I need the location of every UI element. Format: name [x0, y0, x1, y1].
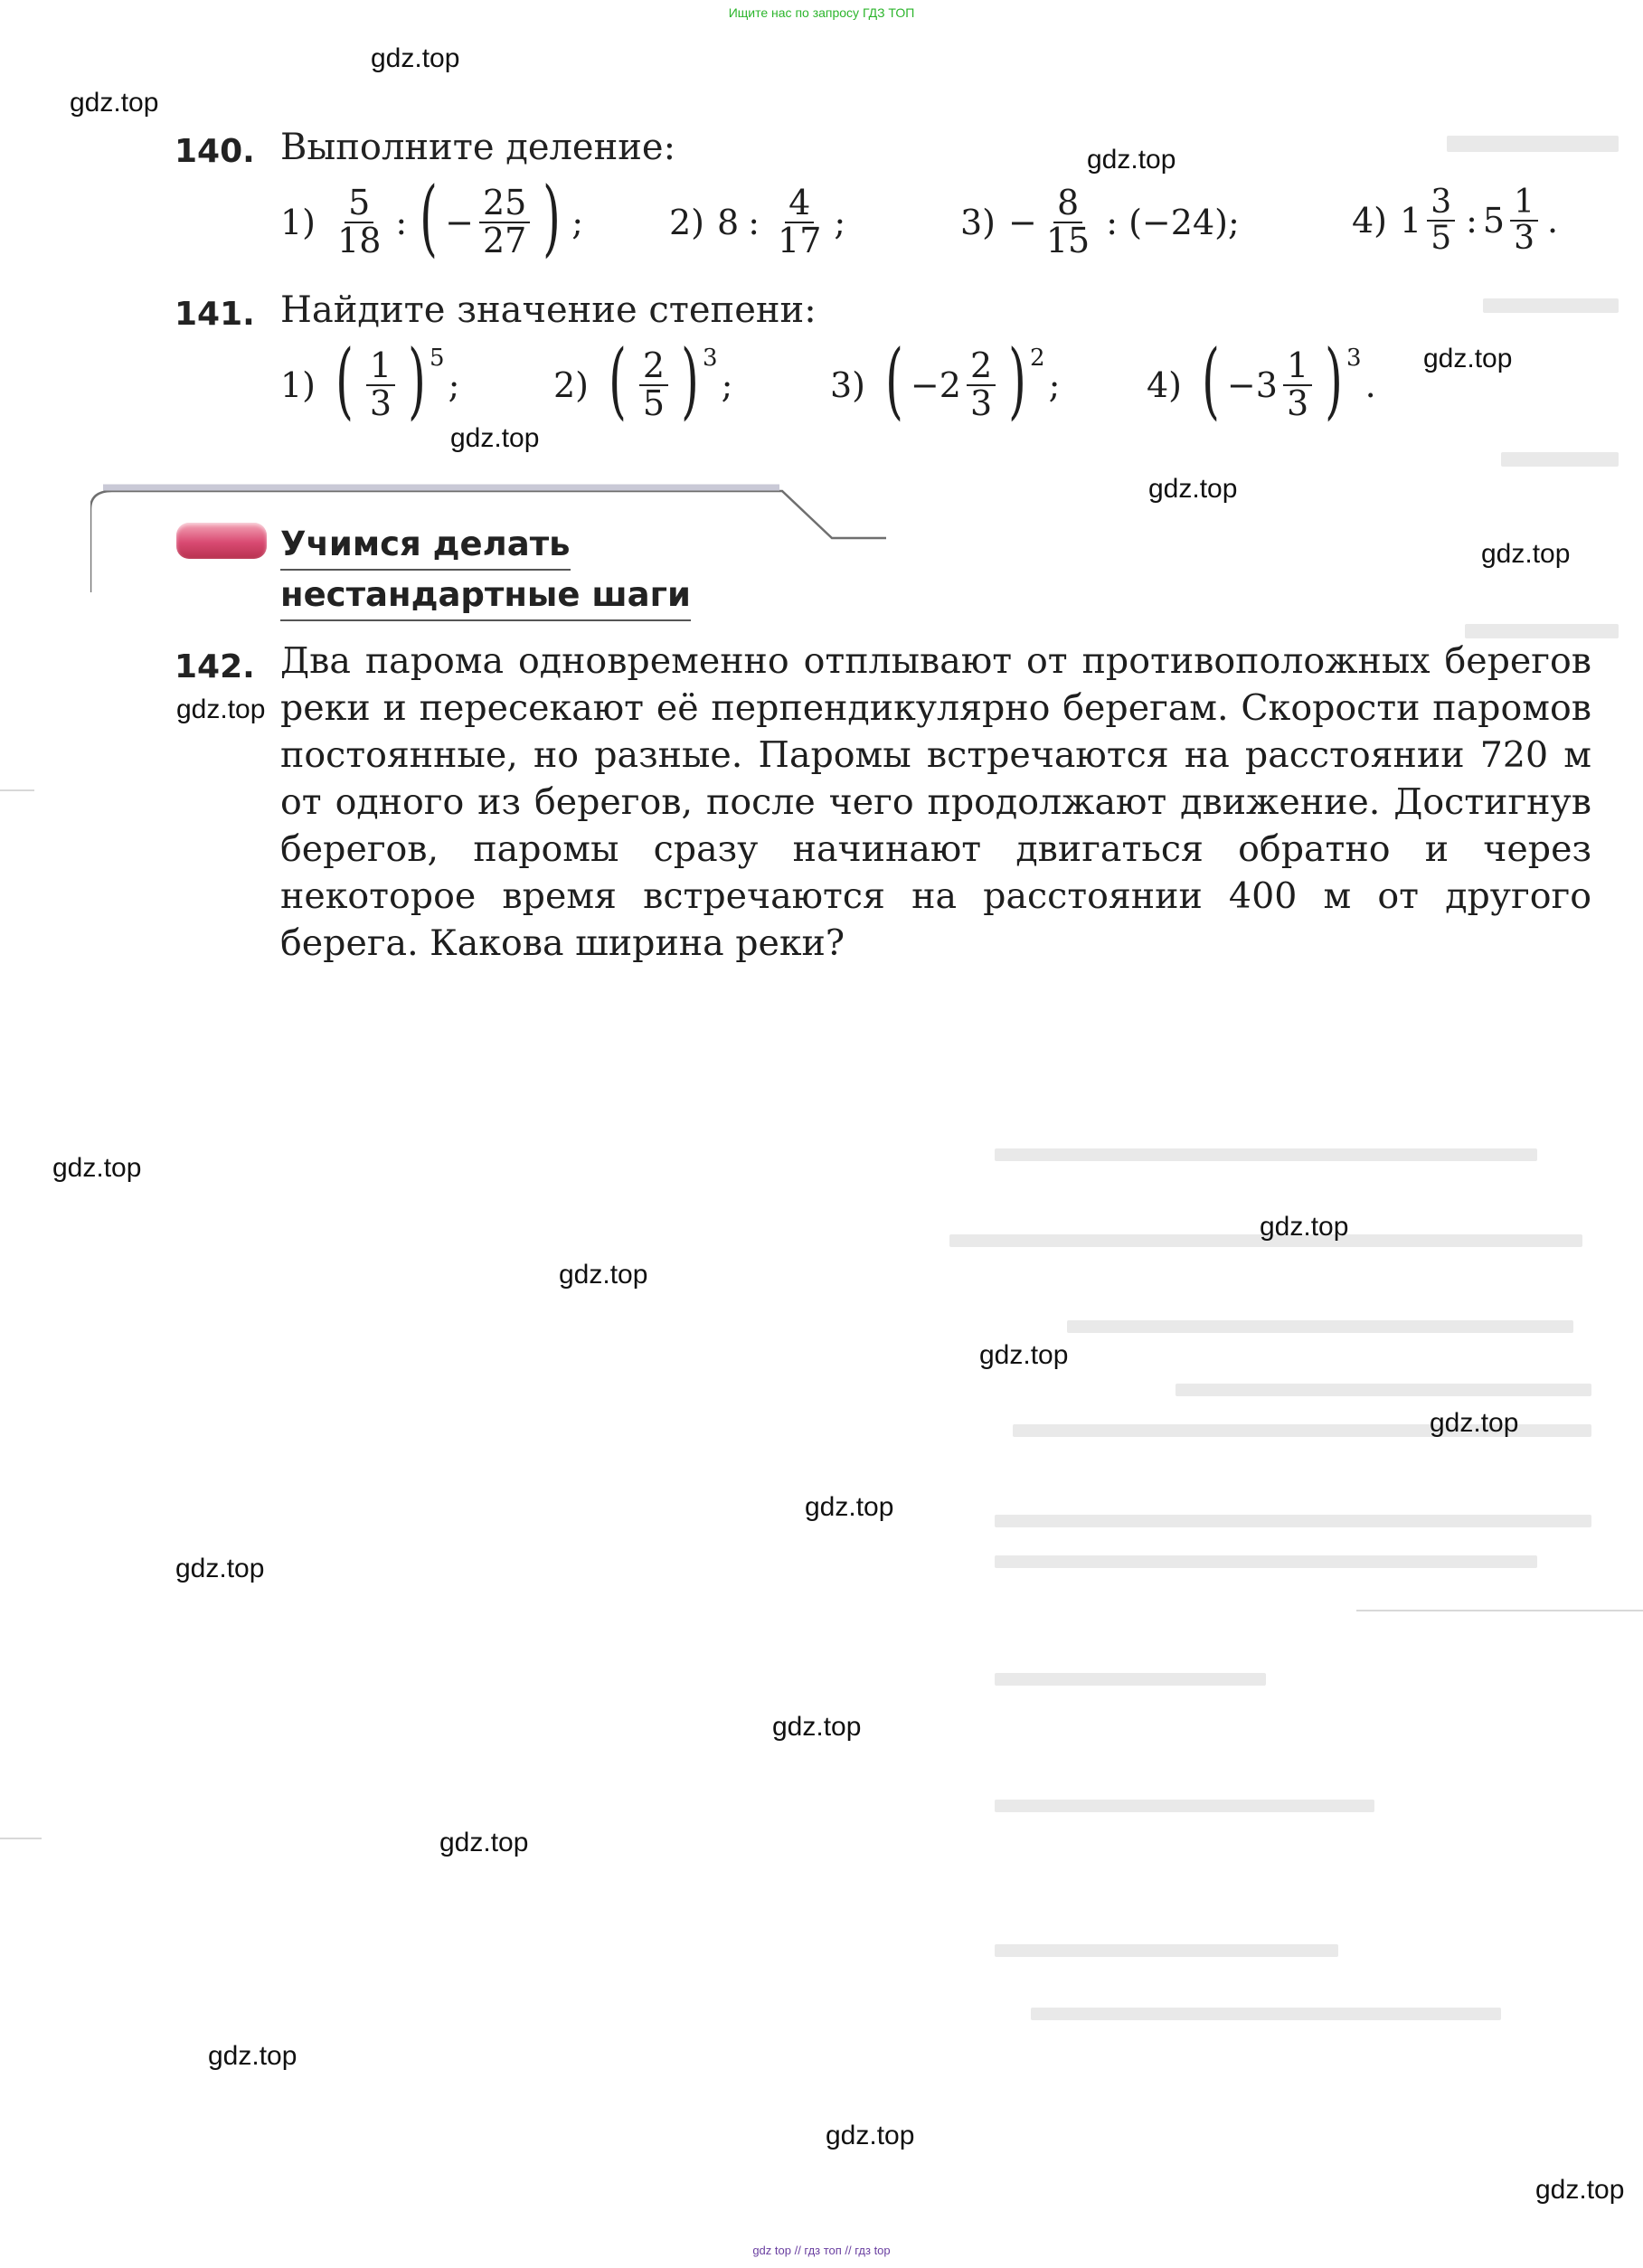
left-paren: ( [420, 169, 439, 266]
watermark: gdz.top [1430, 1408, 1519, 1438]
problem-140-item-4 [1352, 185, 1558, 256]
problem-140-item-2 [669, 185, 845, 260]
section-title-line-1: Учимся делать [280, 520, 571, 571]
exponent: 3 [703, 345, 718, 372]
exponent: 2 [1030, 345, 1045, 372]
watermark: gdz.top [1423, 344, 1513, 373]
operator: : [1466, 200, 1478, 241]
problem-141-title: Найдите значение степени: [280, 289, 817, 331]
watermark: gdz.top [1535, 2175, 1625, 2205]
mixed-whole: 5 [1482, 200, 1506, 241]
problem-141-item-2 [553, 332, 733, 429]
problem-141-item-1 [280, 332, 460, 429]
divisor: : (−24); [1106, 202, 1240, 242]
watermark: gdz.top [439, 1828, 529, 1857]
fraction: $\frac{2}{3}$ [967, 348, 996, 422]
item-label: 4) [1147, 365, 1183, 405]
right-paren: ) [1008, 332, 1026, 429]
watermark: gdz.top [826, 2121, 915, 2150]
right-paren: ) [1325, 332, 1343, 429]
punct: ; [834, 202, 846, 242]
watermark: gdz.top [52, 1153, 142, 1183]
problem-141-item-4 [1147, 332, 1376, 429]
watermark: gdz.top [371, 43, 460, 73]
item-label: 1) [280, 365, 316, 405]
fraction: $\frac{1}{3}$ [1510, 185, 1538, 256]
punct: . [1547, 200, 1559, 241]
fraction: $\frac{4}{17}$ [778, 183, 822, 260]
top-search-hint: Ищите нас по запросу ГДЗ ТОП [728, 5, 915, 20]
mixed-whole: −2 [910, 365, 961, 405]
operator: : [395, 203, 408, 242]
watermark: gdz.top [979, 1340, 1069, 1370]
fraction: $\frac{1}{3}$ [1283, 348, 1312, 422]
whole-number: 8 [717, 202, 740, 242]
item-label: 4) [1352, 200, 1388, 241]
left-paren: ( [609, 332, 627, 429]
exponent: 3 [1346, 345, 1362, 372]
fraction: $\frac{2}{5}$ [639, 348, 668, 422]
watermark: gdz.top [176, 695, 266, 724]
watermark: gdz.top [175, 1554, 265, 1583]
section-title-line-2: нестандартные шаги [280, 571, 691, 621]
problem-141-item-3 [830, 332, 1061, 429]
item-label: 2) [669, 202, 705, 242]
fraction: $\frac{3}{5}$ [1427, 185, 1455, 256]
punct: . [1364, 365, 1376, 405]
watermark: gdz.top [772, 1712, 862, 1742]
problem-140-title: Выполните деление: [280, 127, 676, 168]
punct: ; [571, 203, 584, 242]
bottom-footer-note: gdz top // гдз топ // гдз top [752, 2244, 891, 2257]
right-paren: ) [543, 169, 562, 266]
fraction: $\frac{5}{18}$ [337, 183, 382, 260]
watermark: gdz.top [805, 1492, 894, 1522]
minus-sign: − [1008, 202, 1037, 242]
item-label: 1) [280, 203, 316, 242]
mixed-whole: −3 [1226, 365, 1278, 405]
left-paren: ( [335, 332, 354, 429]
watermark: gdz.top [1481, 539, 1571, 569]
operator: : [748, 202, 760, 242]
section-title [280, 520, 691, 621]
problem-142-text: Два парома одновременно отплывают от противоположных берегов реки и пересекают её перпендикулярно берегам. Скорости паромов постоянные, но разные. Паромы встречаются на расстоянии 720 м от одного из берегов, после чего продолжают движение. Достигнув берегов, паромы сразу начинают двигаться обратно и через некоторое время встречаются на расстоянии 400 м от другого берега. Какова ширина реки? [280, 640, 1591, 964]
punct: ; [721, 365, 733, 405]
problem-140-item-3 [960, 185, 1240, 260]
minus-sign: − [445, 203, 474, 242]
punct: ; [448, 365, 460, 405]
exponent: 5 [430, 345, 445, 372]
left-paren: ( [885, 332, 903, 429]
watermark: gdz.top [1148, 474, 1238, 504]
item-label: 2) [553, 365, 590, 405]
item-label: 3) [960, 202, 996, 242]
watermark: gdz.top [559, 1260, 648, 1290]
punct: ; [1048, 365, 1061, 405]
left-paren: ( [1202, 332, 1220, 429]
right-paren: ) [408, 332, 426, 429]
watermark: gdz.top [1260, 1212, 1349, 1242]
watermark: gdz.top [450, 423, 540, 453]
right-paren: ) [681, 332, 699, 429]
fraction: $\frac{8}{15}$ [1045, 183, 1091, 260]
section-marker-pill [176, 523, 267, 559]
fraction: $\frac{25}{27}$ [479, 185, 530, 260]
problem-140-item-1 [280, 169, 584, 266]
watermark: gdz.top [208, 2041, 297, 2071]
problem-142-number: 142. [175, 648, 255, 685]
mixed-whole: 1 [1400, 200, 1422, 241]
watermark: gdz.top [1087, 145, 1176, 175]
problem-141-number: 141. [175, 296, 255, 333]
fraction: $\frac{1}{3}$ [366, 348, 395, 422]
item-label: 3) [830, 365, 866, 405]
watermark: gdz.top [70, 88, 159, 118]
problem-140-number: 140. [175, 133, 255, 170]
